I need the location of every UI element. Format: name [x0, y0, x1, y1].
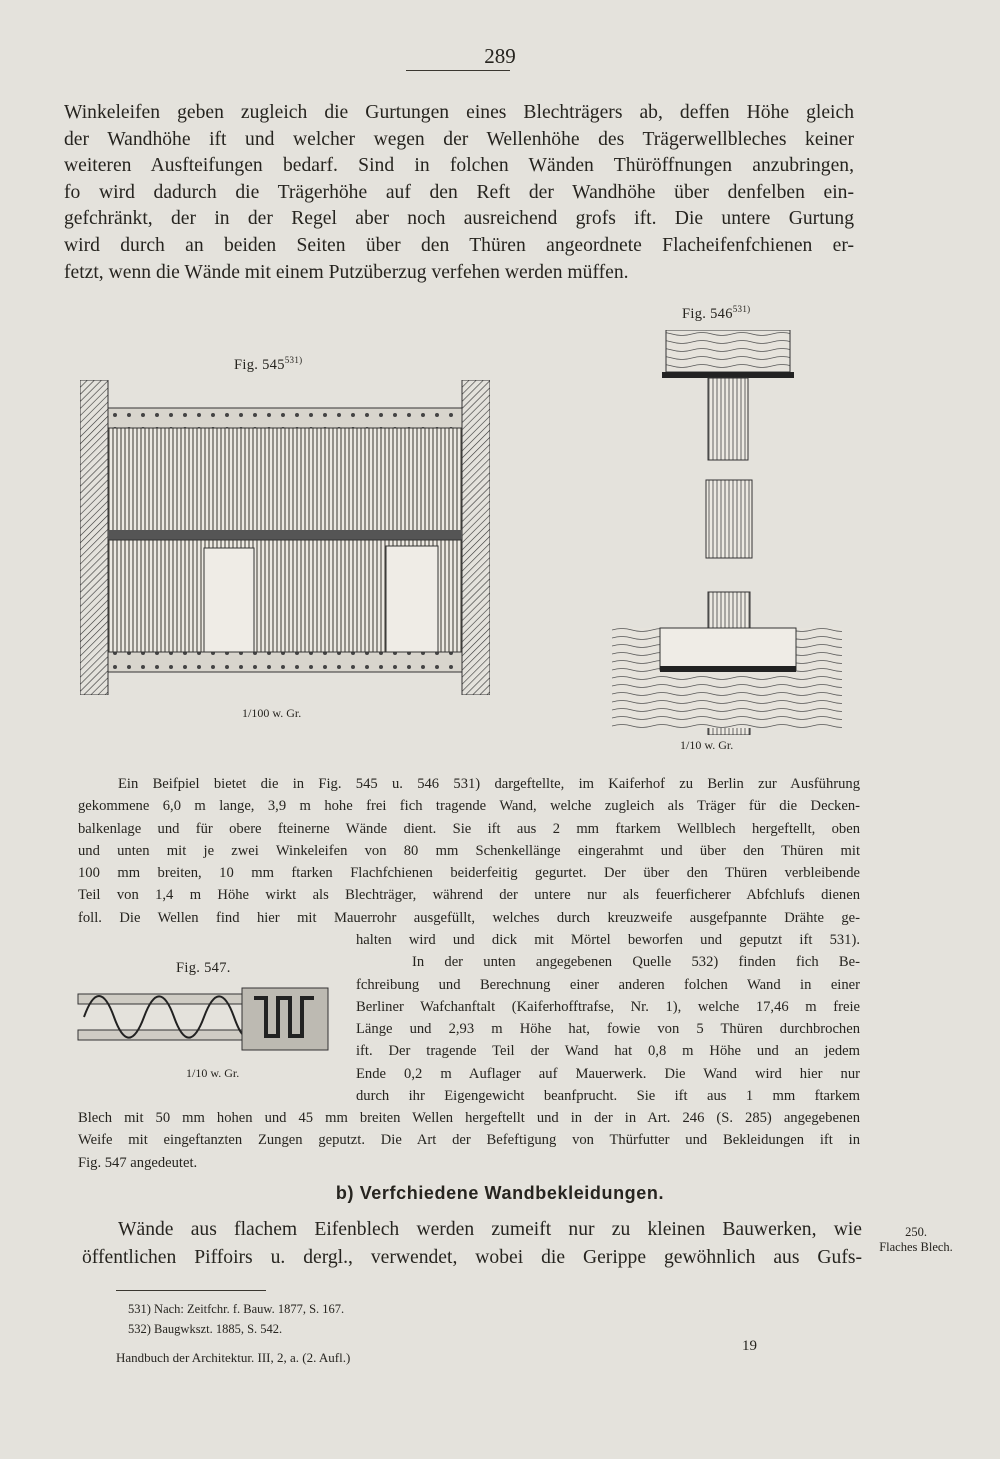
example-paragraph: [78, 773, 860, 929]
text-line: Ende 0,2 m Auflager auf Mauerwerk. Die Wand wird hier nur: [356, 1065, 860, 1082]
caption-text: Fig. 546: [682, 305, 733, 322]
fig547-scale: 1/10 w. Gr.: [186, 1066, 240, 1080]
caption-ref: 531): [732, 304, 751, 314]
text-line: Wände aus flachem Eifenblech werden zumeift nur zu kleinen Bauwerken, wie: [118, 1219, 862, 1240]
footnote-532: 532) Baugwkszt. 1885, S. 542.: [128, 1322, 283, 1336]
margin-note-number: 250.: [905, 1225, 927, 1239]
footnote-rule: [116, 1290, 266, 1291]
text-line: fo wird dadurch die Trägerhöhe auf den Reft der Wandhöhe über denfelben ein-: [64, 181, 854, 203]
text-line: Länge und 2,93 m Höhe hat, fowie von 5 Thüren durchbrochen: [356, 1021, 860, 1038]
text-line: Ein Beifpiel bietet die in Fig. 545 u. 546 531) dargeftellte, im Kaiferhof zu Berlin zur Ausführung: [118, 776, 860, 792]
fig547-caption: Fig. 547.: [176, 960, 231, 976]
section-paragraph: [82, 1216, 862, 1272]
text-line: In der unten angegebenen Quelle 532) finden fich Be-: [412, 954, 860, 971]
text-line: Teil von 1,4 m Höhe wirkt als Blechträger, während der untere nur als feuerficherer Abfchlufs dienen: [78, 887, 860, 904]
text-line: öffentlichen Piffoirs u. dergl., verwendet, wobei die Gerippe gewöhnlich aus Gufs-: [82, 1247, 862, 1268]
header-rule: [406, 70, 510, 71]
fig546-scale: 1/10 w. Gr.: [680, 738, 734, 752]
section-heading: b) Verfchiedene Wandbekleidungen.: [335, 1183, 665, 1203]
text-line: der Wandhöhe ift und welcher wegen der Wellenhöhe des Trägerwellbleches keiner: [64, 128, 854, 150]
text-line: fchreibung und Berechnung einer anderen folchen Wand in einer: [356, 976, 860, 993]
signature-mark: 19: [742, 1338, 757, 1354]
fig545-wall-elevation: [80, 380, 490, 695]
text-line: balkenlage und für obere fteinerne Wände dient. Sie ift aus 2 mm ftarkem Wellblech hergeftellt, oben: [78, 820, 860, 837]
caption-ref: 531): [284, 355, 303, 365]
fig545-caption: [234, 355, 302, 374]
text-line: Winkeleifen geben zugleich die Gurtungen eines Blechträgers ab, deffen Höhe gleich: [64, 102, 854, 123]
text-line: gekommene 6,0 m lange, 3,9 m hohe frei fich tragende Wand, welche zugleich als Träger für die Decken-: [78, 798, 860, 815]
footnote-531: 531) Nach: Zeitfchr. f. Bauw. 1877, S. 167.: [128, 1302, 345, 1316]
text-line: Weife mit eingeftanzten Zungen geputzt. Die Art der Befeftigung von Thürfutter und Bekleidungen ift in: [78, 1132, 860, 1149]
example-paragraph-tail: [78, 1107, 860, 1174]
text-line: durch ihr Eigengewicht beanfprucht. Sie ift aus 1 mm ftarkem: [356, 1088, 860, 1105]
text-line: fetzt, wenn die Wände mit einem Putzüberzug verfehen werden müffen.: [64, 261, 629, 283]
text-line: 100 mm breiten, 10 mm ftarken Flachfchienen beiderfeitig gegurtet. Der über den Thüren verbleibende: [78, 865, 860, 882]
text-line: foll. Die Wellen find hier mit Mauerrohr ausgefüllt, welches durch kreuzweife ausgefpannte Drähte ge-: [78, 909, 860, 926]
text-line: gefchränkt, der in der Regel aber noch ausreichend grofs ift. Die untere Gurtung: [64, 208, 854, 230]
fig545-scale: 1/100 w. Gr.: [242, 706, 302, 720]
margin-note-label: Flaches Blech.: [879, 1240, 953, 1254]
fig546-caption: [682, 304, 750, 323]
text-line: Fig. 547 angedeutet.: [78, 1154, 198, 1171]
text-line: und unten mit je zwei Winkeleifen von 80 mm Schenkellänge eingerahmt und über den Thüren mit: [78, 842, 860, 859]
caption-text: Fig. 545: [234, 356, 285, 373]
text-line: halten wird und dick mit Mörtel beworfen und geputzt ift 531).: [356, 932, 860, 948]
intro-paragraph: [64, 100, 854, 286]
text-line: Blech mit 50 mm hohen und 45 mm breiten Wellen hergeftellt und in der in Art. 246 (S. 285) angegebenen: [78, 1110, 860, 1126]
fig546-section: [612, 330, 842, 735]
footer-book-title: Handbuch der Architektur. III, 2, a. (2. Aufl.): [116, 1350, 351, 1365]
margin-note: [868, 1225, 964, 1255]
example-paragraph-narrow: [356, 929, 860, 1107]
text-line: wird durch an beiden Seiten über den Thüren angeordnete Flacheifenfchienen er-: [64, 234, 854, 256]
text-line: ift. Der tragende Teil der Wand hat 0,8 m Höhe und an jedem: [356, 1043, 860, 1060]
page-number: 289: [484, 44, 516, 68]
text-line: Berliner Wafchanftalt (Kaiferhofftrafse, Nr. 1), welche 17,46 m freie: [356, 998, 860, 1015]
text-line: weiteren Ausfteifungen bedarf. Sind in folchen Wänden Thüröffnungen anzubringen,: [64, 155, 854, 177]
fig547-detail: [74, 984, 344, 1054]
